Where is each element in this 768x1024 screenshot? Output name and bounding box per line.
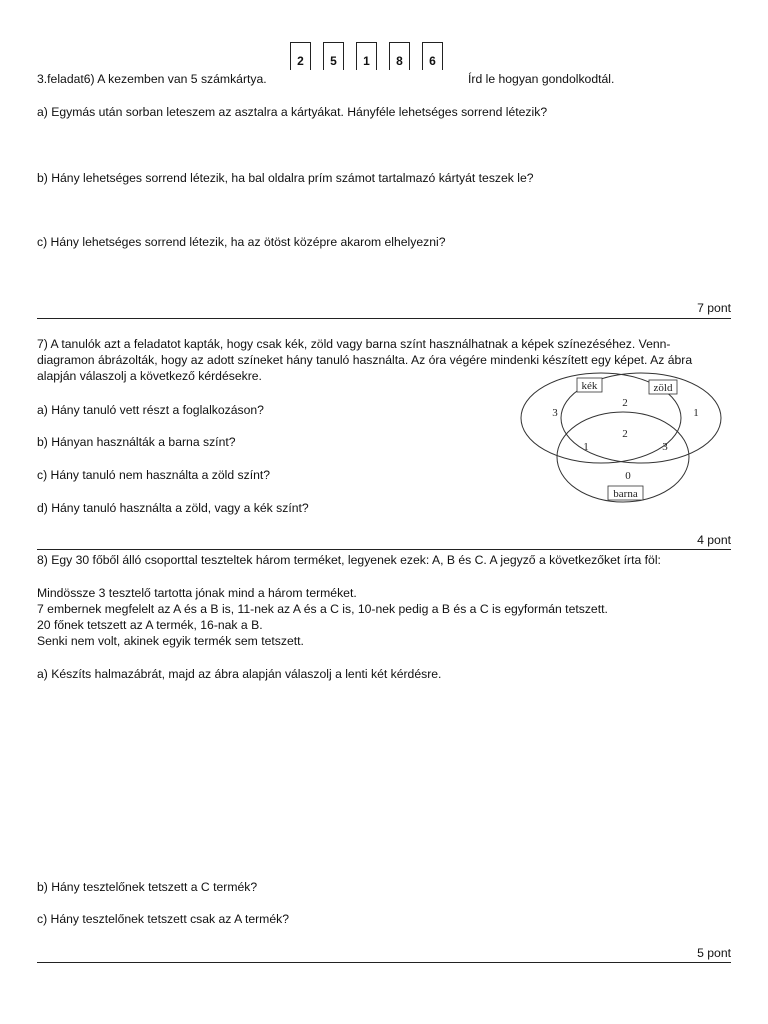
task8-fact-4: Senki nem volt, akinek egyik termék sem tetszett. [37, 634, 304, 648]
venn-diagram [515, 372, 735, 507]
task8-fact-2: 7 embernek megfelelt az A és a B is, 11-nek az A és a C is, 10-nek pedig a B és a C is egyformán tetszett. [37, 602, 608, 616]
number-card-2: 5 [323, 42, 344, 84]
task8-question-b: b) Hány tesztelőnek tetszett a C termék? [37, 880, 258, 894]
section-divider [37, 962, 731, 963]
venn-value-kek-zold: 2 [622, 397, 628, 409]
task7-question-d: d) Hány tanuló használta a zöld, vagy a kék színt? [37, 501, 309, 515]
task7-intro-line3: alapján válaszolj a következő kérdésekre. [37, 369, 262, 383]
task3-intro: 3.feladat6) A kezemben van 5 számkártya. [37, 72, 267, 86]
task7-points: 4 pont [697, 533, 731, 547]
number-card-4: 8 [389, 42, 410, 84]
task8-intro: 8) Egy 30 főből álló csoporttal teszteltek három terméket, legyenek ezek: A, B és C. A jegyző a következőket írta föl: [37, 553, 661, 567]
venn-label-barna: barna [613, 488, 638, 500]
venn-value-kek-only: 3 [552, 407, 558, 419]
task3-question-a: a) Egymás után sorban leteszem az asztalra a kártyákat. Hányféle lehetséges sorrend létezik? [37, 105, 548, 119]
task8-fact-3: 20 főnek tetszett az A termék, 16-nak a B. [37, 618, 263, 632]
venn-label-zold: zöld [653, 382, 673, 394]
venn-value-zold-only: 1 [693, 407, 699, 419]
venn-value-kek-barna: 1 [583, 441, 589, 453]
section-divider [37, 318, 731, 319]
task7-intro-line1: 7) A tanulók azt a feladatot kapták, hogy csak kék, zöld vagy barna színt használhatnak a képek színezéséhez. Venn- [37, 337, 671, 351]
task3-instruction: Írd le hogyan gondolkodtál. [468, 72, 615, 86]
venn-label-kek: kék [581, 380, 598, 392]
number-card-1: 2 [290, 42, 311, 84]
task7-question-a: a) Hány tanuló vett részt a foglalkozáson? [37, 403, 264, 417]
number-card-3: 1 [356, 42, 377, 84]
venn-value-barna-only: 0 [625, 470, 631, 482]
section-divider [37, 549, 731, 550]
venn-value-zold-barna: 3 [662, 441, 668, 453]
task3-question-b: b) Hány lehetséges sorrend létezik, ha bal oldalra prím számot tartalmazó kártyát teszek le? [37, 171, 534, 185]
number-card-5: 6 [422, 42, 443, 84]
task8-points: 5 pont [697, 946, 731, 960]
task7-question-b: b) Hányan használták a barna színt? [37, 435, 236, 449]
task7-question-c: c) Hány tanuló nem használta a zöld színt? [37, 468, 271, 482]
task8-fact-1: Mindössze 3 tesztelő tartotta jónak mind a három terméket. [37, 586, 357, 600]
task7-intro-line2: diagramon ábrázolták, hogy az adott színeket hány tanuló használta. Az óra végére mindenki készített egy képet. Az ábra [37, 353, 693, 367]
task3-points: 7 pont [697, 301, 731, 315]
task8-question-a: a) Készíts halmazábrát, majd az ábra alapján válaszolj a lenti két kérdésre. [37, 667, 442, 681]
task3-question-c: c) Hány lehetséges sorrend létezik, ha az ötöst középre akarom elhelyezni? [37, 235, 446, 249]
venn-value-all-three: 2 [622, 428, 628, 440]
task8-question-c: c) Hány tesztelőnek tetszett csak az A termék? [37, 912, 289, 926]
